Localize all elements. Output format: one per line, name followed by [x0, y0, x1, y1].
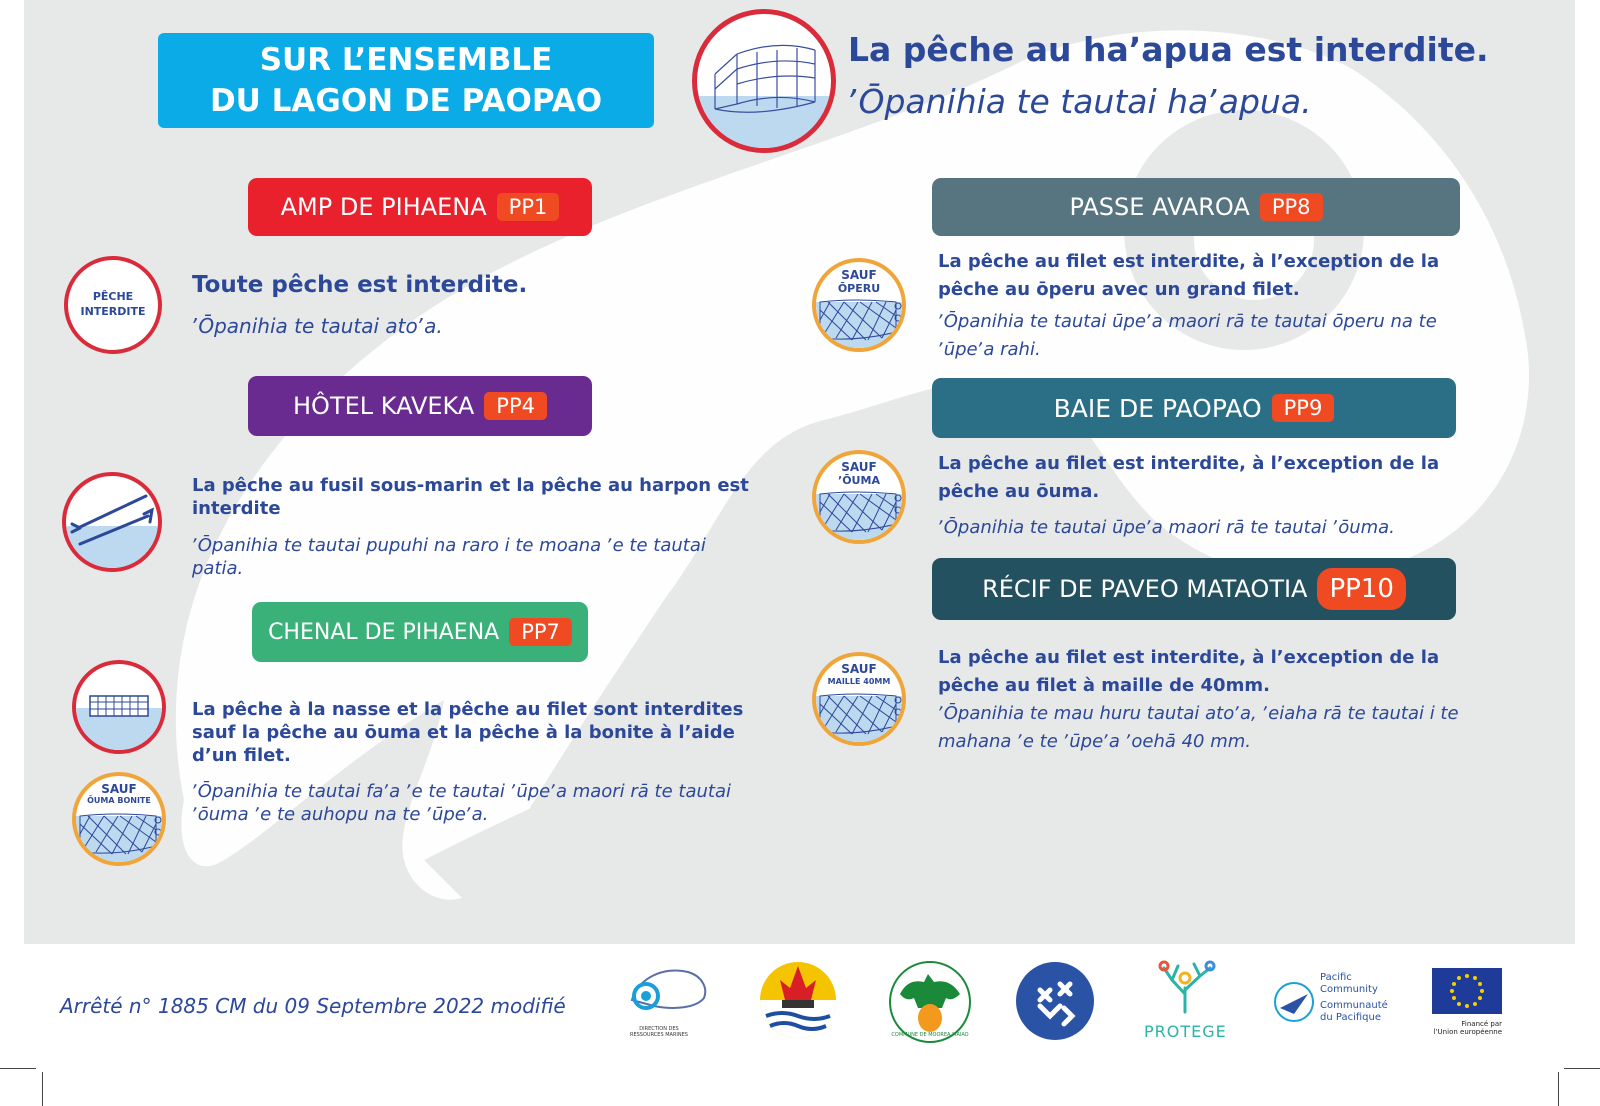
protege-logo [1144, 958, 1226, 1046]
regulation-poster [24, 0, 1575, 944]
sauf-ouma-bonite-icon [72, 772, 166, 866]
polynesia-emblem-logo [756, 958, 840, 1044]
speargun-icon [62, 472, 162, 572]
zone-name-pp4: HÔTEL KAVEKA [293, 392, 475, 420]
eu-flag-icon [1432, 968, 1502, 1014]
pacific-community-logo [1272, 970, 1392, 1032]
pp7-rule-french: La pêche à la nasse et la pêche au filet sont interdites sauf la pêche au ōuma et la pêche à la bonite à lʼaide dʼun filet. [192, 699, 744, 766]
sauf-label: SAUF [101, 782, 137, 796]
zone-name-pp9: BAIE DE PAOPAO [1053, 393, 1262, 423]
decree-reference: Arrêté n° 1885 CM du 09 Septembre 2022 modifié [60, 994, 566, 1018]
fishing-prohibited-icon [64, 256, 162, 354]
eu-funding-text-1: Financé par [1461, 1020, 1502, 1028]
drm-logo-text: DIRECTION DES RESSOURCES MARINES [630, 1026, 688, 1038]
drm-fish-icon [624, 962, 710, 1022]
zone-banner-pp10 [932, 558, 1456, 620]
pp9-rule-french: La pêche au filet est interdite, à lʼexception de la pêche au ōuma. [938, 453, 1440, 502]
pp4-rule-tahitian: ʼŌpanihia te tautai pupuhi na raro i te moana ʼe te tautai patia. [192, 535, 706, 579]
crop-mark-right [1564, 1068, 1600, 1069]
zone-banner-pp7 [252, 602, 588, 662]
fish-trap-icon [72, 660, 166, 754]
fishing-prohibited-label-2: INTERDITE [80, 305, 146, 318]
crop-mark-left [0, 1068, 36, 1069]
crop-mark-right-vertical [1558, 1072, 1559, 1106]
pp1-rule-tahitian: ʼŌpanihia te tautai atoʼa. [192, 314, 443, 338]
zone-name-pp8: PASSE AVAROA [1069, 193, 1250, 221]
pp8-rule-tahitian: ʼŌpanihia te tautai ūpeʼa maori rā te tautai ōperu na te ʼūpeʼa rahi. [938, 311, 1437, 360]
sauf-ouma-bonite-label: ŌUMA BONITE [87, 796, 151, 805]
sauf-label: SAUF [841, 268, 877, 282]
area-title-box [158, 33, 654, 128]
pp4-rule-french: La pêche au fusil sous-marin et la pêche au harpon est interdite [192, 475, 749, 519]
zone-banner-pp9 [932, 378, 1456, 438]
sauf-label: SAUF [841, 460, 877, 474]
zone-name-pp10: RÉCIF DE PAVEO MATAOTIA [982, 575, 1308, 603]
protege-logo-text: PROTEGE [1144, 1022, 1227, 1041]
sauf-maille-40mm-icon [812, 652, 906, 746]
pacific-community-text-3: Communauté [1320, 1000, 1388, 1011]
protege-coral-icon [1144, 958, 1226, 1016]
zone-banner-pp1 [248, 178, 592, 236]
sauf-label: SAUF [841, 662, 877, 676]
zone-banner-pp8 [932, 178, 1460, 236]
haapua-net-icon [692, 9, 836, 153]
zone-code-pp1: PP1 [497, 193, 560, 221]
zone-banner-pp4 [248, 376, 592, 436]
area-title-line2: DU LAGON DE PAOPAO [209, 83, 603, 119]
pacific-community-text-2: Community [1320, 984, 1378, 995]
sauf-operu-label: ŌPERU [837, 282, 881, 295]
haapua-rule-french: La pêche au haʼapua est interdite. [848, 30, 1489, 69]
zone-name-pp1: AMP DE PIHAENA [280, 193, 487, 221]
zone-name-pp7: CHENAL DE PIHAENA [268, 619, 500, 645]
commune-logo-text: COMMUNE DE MOOREA-MAIAO [891, 1032, 969, 1038]
eu-funding-logo [1432, 968, 1506, 1038]
pacific-community-icon [1272, 980, 1316, 1024]
area-title-line1: SUR L’ENSEMBLE [259, 42, 553, 78]
pp9-rule-tahitian: ʼŌpanihia te tautai ūpeʼa maori rā te tautai ʼōuma. [938, 517, 1395, 538]
eu-funding-text-2: l’Union européenne [1433, 1028, 1502, 1036]
footer [0, 944, 1600, 1106]
drm-logo [624, 962, 710, 1044]
pp10-rule-french: La pêche au filet est interdite, à lʼexception de la pêche au filet à maille de 40mm. [938, 647, 1440, 696]
crop-mark-left-vertical [42, 1072, 43, 1106]
pp10-rule-tahitian: ʼŌpanihia te mau huru tautai atoʼa, ʼeiaha rā te tautai i te mahana ʼe te ʼūpeʼa ʼoehā 40 mm. [938, 703, 1459, 752]
pacific-community-text-4: du Pacifique [1320, 1012, 1381, 1023]
sauf-maille-label: MAILLE 40MM [827, 677, 891, 686]
sauf-ouma-icon [812, 450, 906, 544]
pp7-rule-tahitian: ʼŌpanihia te tautai faʼa ʼe te tautai ʼūpeʼa maori rā te tautai ʼōuma ʼe te auhopu na te ʼūpeʼa. [192, 781, 731, 825]
pp1-rule-french: Toute pêche est interdite. [192, 272, 528, 298]
zone-code-pp10: PP10 [1317, 568, 1405, 610]
fishing-prohibited-label-1: PÊCHE [92, 290, 134, 303]
zone-code-pp7: PP7 [509, 618, 572, 646]
pacific-community-text-1: Pacific [1320, 972, 1352, 983]
sauf-ouma-label: ʼŌUMA [838, 474, 880, 487]
zone-code-pp9: PP9 [1272, 394, 1335, 422]
commune-moorea-logo [888, 960, 972, 1044]
pp8-rule-french: La pêche au filet est interdite, à lʼexception de la pêche au ōperu avec un grand filet. [938, 251, 1440, 300]
zone-code-pp4: PP4 [484, 392, 547, 420]
zone-code-pp8: PP8 [1260, 193, 1323, 221]
sauf-operu-icon [812, 258, 906, 352]
haapua-rule-tahitian: ʼŌpanihia te tautai haʼapua. [848, 82, 1312, 121]
partner-blue-logo [1016, 962, 1094, 1040]
